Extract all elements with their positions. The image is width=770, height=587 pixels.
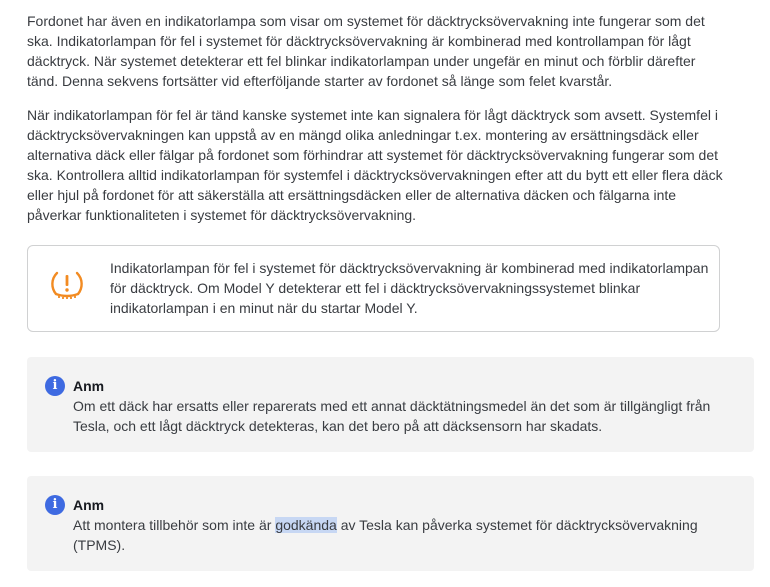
paragraph-indicator-lamp: Fordonet har även en indikatorlampa som visar om systemet för däcktrycksövervakning inte fungerar som det ska. Indikatorlampan för fel i systemet för däcktrycksövervakning är kombinerad med kontrollampan för lågt däcktryck. När systemet detekterar ett fel blinkar indikatorlampan under ungefär en minut och förblir därefter tänd. Denna sekvens fortsätter vid efterföljande starter av fordonet så länge som felet kvarstår.	[27, 13, 705, 89]
note-title: Anm	[73, 378, 105, 394]
note-box	[27, 476, 754, 571]
note-body: Om ett däck har ersatts eller reparerats med ett annat däcktätningsmedel än det som är tillgängligt från Tesla, och ett lågt däcktryck detekteras, kan det bero på att däcksensorn har skadats.	[73, 398, 711, 434]
selected-text: godkända	[275, 517, 337, 533]
note-body	[73, 515, 743, 555]
info-icon: i	[45, 376, 65, 396]
indicator-lamp-text: Indikatorlampan för fel i systemet för däcktrycksövervakning är kombinerad med indikatorlampan för däcktryck. Om Model Y detekterar ett fel i däcktrycksövervakningssystemet blinkar indikatorlampan i en minut när du startar Model Y.	[110, 260, 709, 316]
note-body-text: Att montera tillbehör som inte är	[73, 517, 276, 533]
paragraph-system-fault: När indikatorlampan för fel är tänd kanske systemet inte kan signalera för lågt däcktryck som avsett. Systemfel i däcktrycksövervakningen kan uppstå av en mängd olika anledningar t.ex. montering av ersättningsdäck eller alternativa däck eller fälgar på fordonet som förhindrar att systemet för däcktrycksövervakning fungerar som det ska. Kontrollera alltid indikatorlampan för systemfel i däcktrycksövervakningen efter att du bytt ett eller flera däck eller hjul på fordonet för att säkerställa att ersättningsdäcken eller de alternativa däcken och fälgarna inte påverkar funktionaliteten i systemet för däcktrycksövervakning.	[27, 107, 723, 223]
note-title: Anm	[73, 497, 105, 513]
note-body-text: av Tesla kan påverka systemet för däcktrycksövervakning (TPMS).	[73, 517, 698, 553]
indicator-lamp-callout	[27, 245, 720, 332]
note-box	[27, 357, 754, 452]
info-icon: i	[45, 495, 65, 515]
tpms-warning-icon	[50, 269, 84, 299]
